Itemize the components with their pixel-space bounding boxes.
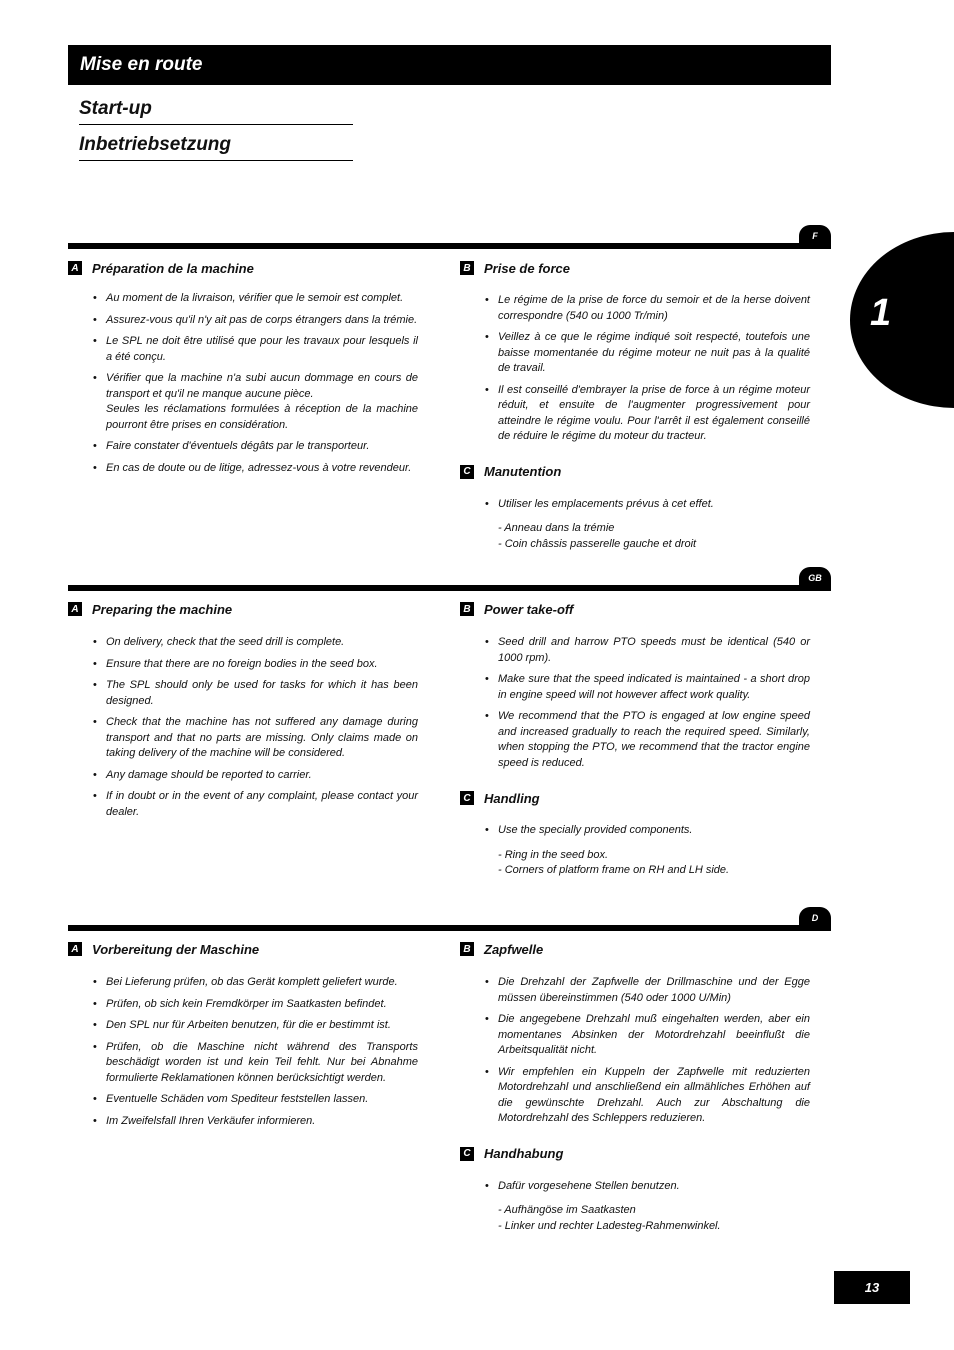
sub-item: - Coin châssis passerelle gauche et droit	[498, 537, 697, 550]
bullet-list	[460, 823, 810, 839]
list-item: • The SPL should only be used for tasks for which it has been designed.	[106, 678, 418, 709]
section-heading	[460, 940, 810, 958]
section-rule-f	[68, 231, 831, 249]
list-item: • If in doubt or in the event of any complaint, please contact your dealer.	[106, 789, 418, 820]
section-heading	[460, 789, 810, 807]
letter-badge: B	[460, 942, 474, 956]
heading-text: Preparing the machine	[92, 601, 233, 617]
list-item: • Faire constater d'éventuels dégâts par le transporteur.	[106, 439, 418, 455]
sub-list	[460, 848, 810, 879]
heading-text: Handhabung	[484, 1146, 564, 1161]
bullet-list	[68, 635, 418, 820]
section-f-col-a	[68, 259, 418, 482]
section-d-col-b	[460, 940, 810, 1234]
sub-item: - Aufhängöse im Saatkasten	[498, 1204, 636, 1216]
bullet-list	[460, 1179, 810, 1195]
sub-list	[460, 521, 810, 552]
chapter-number: 1	[870, 292, 892, 334]
heading-text: Power take-off	[484, 601, 574, 617]
bullet-list	[68, 291, 418, 476]
heading-text: Prise de force	[484, 260, 570, 276]
section-gb-col-a	[68, 600, 418, 826]
list-item: • Check that the machine has not suffered any damage during transport and that no parts are missing. Only claims made on taking delivery of the machine will be considered.	[106, 715, 418, 762]
list-item: • We recommend that the PTO is engaged at low engine speed and increased gradually to reach the required speed. Similarly, when stopping the PTO, we recommend that the tractor engine speed is reduced.	[498, 709, 810, 771]
bullet-list	[460, 975, 810, 1127]
bullet-list	[68, 975, 418, 1129]
list-item: • Im Zweifelsfall Ihren Verkäufer informieren.	[106, 1114, 418, 1130]
list-item: • On delivery, check that the seed drill is complete.	[106, 635, 418, 651]
section-gb-col-b	[460, 600, 810, 879]
letter-badge: C	[460, 465, 474, 479]
list-item: • Prüfen, ob die Maschine nicht während des Transports beschädigt worden ist und kein Teil fehlt. Nur bei Abnahme formulierte Reklamationen können berücksichtigt werden.	[106, 1040, 418, 1087]
lang-badge-f: F	[799, 225, 831, 247]
bullet-list	[460, 635, 810, 771]
chapter-tab	[850, 232, 954, 408]
sub-item: - Ring in the seed box.	[498, 848, 609, 861]
section-heading	[68, 600, 418, 618]
letter-badge: A	[68, 261, 82, 275]
section-rule-d	[68, 913, 831, 931]
list-item: • Any damage should be reported to carrier.	[106, 768, 418, 784]
section-heading	[460, 463, 810, 481]
section-heading	[460, 1145, 810, 1163]
sub-item: - Corners of platform frame on RH and LH side.	[498, 864, 730, 876]
heading-text: Manutention	[484, 464, 562, 479]
letter-badge: C	[460, 1147, 474, 1161]
list-item: • Utiliser les emplacements prévus à cet effet.	[498, 497, 810, 513]
heading-text: Handling	[484, 790, 540, 806]
bullet-list	[460, 293, 810, 445]
list-item: • Il est conseillé d'embrayer la prise de force à un régime moteur réduit, et ensuite de l'augmenter progressivement pour atteindre le régime voulu. Pour l'arrêt il est également conseillé de réduire le régime du moteur du tracteur.	[498, 383, 810, 445]
bullet-list	[460, 497, 810, 513]
heading-text: Préparation de la machine	[92, 260, 254, 276]
section-heading	[68, 259, 418, 277]
section-heading	[68, 940, 418, 958]
list-item: • Make sure that the speed indicated is maintained - a short drop in engine speed will not however affect work quality.	[498, 672, 810, 703]
list-item: • Bei Lieferung prüfen, ob das Gerät komplett geliefert wurde.	[106, 975, 418, 991]
list-item: • Eventuelle Schäden vom Spediteur feststellen lassen.	[106, 1092, 418, 1108]
letter-badge: B	[460, 602, 474, 616]
page-title: Mise en route	[80, 54, 203, 75]
list-item: • Use the specially provided components.	[498, 823, 810, 839]
list-item: • Wir empfehlen ein Kuppeln der Zapfwelle mit reduzierten Motordrehzahl und anschließend ein allmähliches Erhöhen auf die gewünschte Drehzahl. Auch zur Abschaltung die Motordrehzahl des Schleppers reduzieren.	[498, 1065, 810, 1127]
page-number: 13	[834, 1271, 910, 1304]
heading-text: Zapfwelle	[484, 941, 544, 957]
section-heading	[460, 600, 810, 618]
list-item: • Vérifier que la machine n'a subi aucun dommage en cours de transport et qu'il ne manque aucune pièce. Seules les réclamations formulées à réception de la machine pourront être prises en considération.	[106, 371, 418, 433]
sub-list	[460, 1203, 810, 1234]
letter-badge: C	[460, 791, 474, 805]
section-d-col-a	[68, 940, 418, 1135]
list-item: • Prüfen, ob sich kein Fremdkörper im Saatkasten befindet.	[106, 997, 418, 1013]
subtitle-english: Start-up	[79, 98, 353, 125]
letter-badge: A	[68, 942, 82, 956]
list-item: • Veillez à ce que le régime indiqué soit respecté, toutefois une baisse momentanée du régime moteur ne nuit pas à la qualité de travail.	[498, 330, 810, 377]
sub-item: - Linker und rechter Ladesteg-Rahmenwinkel.	[498, 1219, 721, 1232]
lang-badge-gb: GB	[799, 567, 831, 589]
list-item: • Le SPL ne doit être utilisé que pour les travaux pour lesquels il a été conçu.	[106, 334, 418, 365]
section-f-col-b	[460, 259, 810, 552]
subtitle-german: Inbetriebsetzung	[79, 134, 353, 161]
list-item: • Die angegebene Drehzahl muß eingehalten werden, aber ein momentanes Absinken der Motordrehzahl beeinflußt die Arbeitsqualität nicht.	[498, 1012, 810, 1059]
list-item: • Dafür vorgesehene Stellen benutzen.	[498, 1179, 810, 1195]
list-item: • Die Drehzahl der Zapfwelle der Drillmaschine und der Egge müssen übereinstimmen (540 oder 1000 U/Min)	[498, 975, 810, 1006]
list-item: • Le régime de la prise de force du semoir et de la herse doivent correspondre (540 ou 1000 Tr/min)	[498, 293, 810, 324]
list-item: • En cas de doute ou de litige, adressez-vous à votre revendeur.	[106, 461, 418, 477]
list-item: • Den SPL nur für Arbeiten benutzen, für die er bestimmt ist.	[106, 1018, 418, 1034]
header-bar	[68, 45, 831, 85]
list-item: • Assurez-vous qu'il n'y ait pas de corps étrangers dans la trémie.	[106, 313, 418, 329]
lang-badge-d: D	[799, 907, 831, 929]
section-rule-gb	[68, 573, 831, 591]
letter-badge: B	[460, 261, 474, 275]
section-heading	[460, 259, 810, 277]
list-item: • Ensure that there are no foreign bodies in the seed box.	[106, 657, 418, 673]
sub-item: - Anneau dans la trémie	[498, 522, 615, 534]
heading-text: Vorbereitung der Maschine	[92, 941, 260, 957]
list-item: • Seed drill and harrow PTO speeds must be identical (540 or 1000 rpm).	[498, 635, 810, 666]
list-item: • Au moment de la livraison, vérifier que le semoir est complet.	[106, 291, 418, 307]
letter-badge: A	[68, 602, 82, 616]
